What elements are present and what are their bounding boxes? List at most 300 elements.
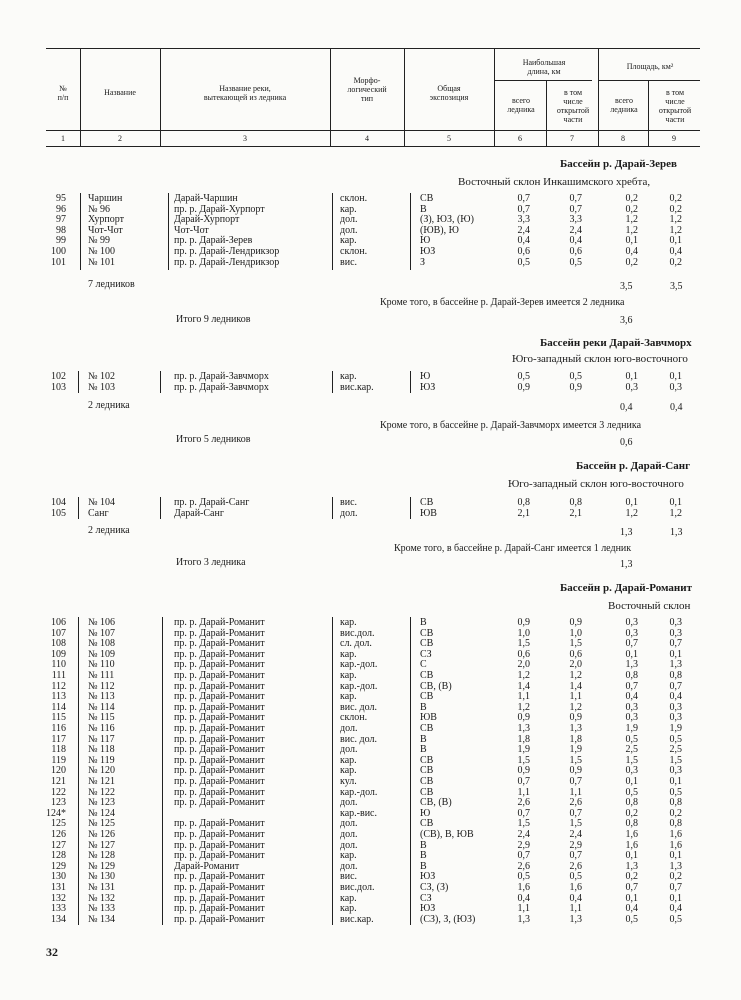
morph-type: сл. дол.: [340, 638, 372, 650]
glacier-number: 117: [51, 733, 66, 745]
glacier-name: № 110: [88, 659, 115, 671]
exposition: Ю: [420, 371, 431, 382]
glacier-name: № 121: [88, 776, 116, 787]
area-total: 0,2: [625, 807, 638, 819]
length-total: 1,0: [517, 627, 530, 639]
sum-area: 0,4: [620, 402, 633, 413]
glacier-number: 124*: [46, 807, 66, 819]
glacier-number: 116: [51, 723, 66, 734]
river-name: пр. р. Дарай-Романит: [174, 882, 265, 893]
river-name: пр. р. Дарай-Завчморх: [174, 381, 269, 393]
column-number: 1: [61, 134, 65, 143]
table-row: [0, 818, 741, 829]
exposition: ЮВ: [420, 507, 437, 519]
morph-type: вис.: [340, 256, 358, 268]
morph-type: кар.: [340, 903, 357, 915]
glacier-number: 130: [51, 871, 66, 883]
river-name: пр. р. Дарай-Хурпорт: [174, 203, 265, 215]
area-open: 1,3: [669, 860, 682, 872]
area-open: 0,4: [669, 691, 682, 703]
glacier-name: № 120: [88, 765, 116, 777]
river-name: Дарай-Чаршин: [174, 193, 238, 204]
sum-open: 1,3: [670, 527, 683, 538]
glacier-number: 108: [51, 638, 66, 650]
table-row: [0, 628, 741, 639]
river-name: пр. р. Дарай-Лендрикзор: [174, 246, 280, 257]
table-row: [0, 617, 741, 628]
glacier-number: 98: [56, 224, 66, 236]
sum-open: 3,5: [670, 281, 683, 292]
area-open: 0,1: [669, 235, 682, 247]
section-title: Бассейн р. Дарай-Романит: [560, 582, 693, 594]
table-row: [0, 193, 741, 204]
glacier-name: № 126: [88, 829, 116, 840]
header-divider-3: [330, 48, 331, 146]
glacier-number: 112: [51, 680, 66, 692]
length-open: 0,9: [569, 381, 582, 393]
length-open: 0,9: [569, 617, 582, 628]
header-col2: Название: [104, 88, 136, 97]
section-total: Итого 3 ледника: [176, 557, 246, 568]
area-total: 0,5: [625, 786, 638, 798]
area-total: 0,7: [625, 882, 638, 893]
section-subtitle: Юго-западный склон юго-восточного: [508, 478, 684, 490]
length-open: 1,1: [569, 903, 582, 915]
table-row: [0, 861, 741, 872]
exposition: (СВ), В, ЮВ: [420, 829, 474, 840]
glacier-number: 125: [51, 818, 66, 830]
section-subtitle: Восточный склон Инкашимского хребта,: [458, 176, 651, 188]
glacier-name: № 123: [88, 797, 116, 809]
length-total: 0,8: [517, 497, 530, 508]
length-total: 1,6: [517, 882, 530, 893]
exposition: Ю: [420, 807, 431, 819]
river-name: Дарай-Хурпорт: [174, 214, 240, 226]
section-subtitle: Юго-западный склон юго-восточного: [512, 353, 688, 365]
row-divider: [410, 617, 411, 925]
length-total: 0,9: [517, 381, 530, 393]
morph-type: вис. дол.: [340, 701, 377, 713]
exposition: СЗ: [420, 648, 432, 660]
length-open: 1,2: [569, 670, 582, 681]
morph-type: склон.: [340, 246, 368, 257]
glacier-name: № 101: [88, 256, 116, 268]
glacier-number: 121: [51, 776, 66, 787]
area-total: 0,2: [625, 203, 638, 215]
header-group-area: Площадь, км²: [626, 62, 674, 71]
glacier-name: № 116: [88, 723, 115, 734]
table-row: [0, 225, 741, 236]
morph-type: дол.: [340, 744, 358, 756]
length-open: 0,7: [569, 807, 582, 819]
area-total: 0,8: [625, 818, 638, 830]
table-row: [0, 776, 741, 787]
area-open: 0,1: [669, 776, 682, 787]
column-number: 3: [243, 134, 247, 143]
glacier-number: 134: [51, 913, 66, 925]
length-total: 1,2: [517, 670, 530, 681]
table-row: [0, 382, 741, 393]
length-open: 2,6: [569, 860, 582, 872]
length-total: 2,6: [517, 797, 530, 809]
river-name: пр. р. Дарай-Лендрикзор: [174, 256, 280, 268]
glacier-number: 118: [51, 744, 66, 756]
river-name: пр. р. Дарай-Романит: [174, 754, 265, 766]
length-total: 0,7: [517, 776, 530, 787]
glacier-number: 115: [51, 712, 66, 724]
glacier-number: 106: [51, 617, 66, 628]
length-open: 0,5: [569, 256, 582, 268]
glacier-name: № 100: [88, 246, 116, 257]
river-name: пр. р. Дарай-Романит: [174, 733, 265, 745]
row-divider: [80, 193, 81, 270]
area-total: 0,3: [625, 627, 638, 639]
area-total: 0,2: [625, 193, 638, 204]
exposition: СЗ, (З): [420, 882, 449, 893]
row-divider: [332, 193, 333, 270]
exposition: СВ: [420, 670, 434, 681]
morph-type: вис.кар.: [340, 913, 374, 925]
morph-type: склон.: [340, 712, 368, 724]
row-divider: [78, 617, 79, 925]
glacier-number: 102: [51, 371, 66, 382]
length-open: 1,6: [569, 882, 582, 893]
table-row: [0, 638, 741, 649]
glacier-name: № 103: [88, 381, 116, 393]
glacier-name: № 111: [88, 670, 115, 681]
length-open: 1,8: [569, 733, 582, 745]
table-row: [0, 744, 741, 755]
area-open: 0,1: [669, 892, 682, 904]
area-open: 0,2: [669, 203, 682, 215]
morph-type: вис.: [340, 497, 358, 508]
river-name: пр. р. Дарай-Романит: [174, 797, 265, 809]
river-name: пр. р. Дарай-Романит: [174, 744, 265, 756]
glacier-number: 101: [51, 256, 66, 268]
length-open: 2,4: [569, 829, 582, 840]
length-open: 0,7: [569, 203, 582, 215]
glacier-number: 133: [51, 903, 66, 915]
length-open: 0,7: [569, 193, 582, 204]
length-total: 2,9: [517, 839, 530, 851]
area-open: 0,7: [669, 680, 682, 692]
column-number: 8: [621, 134, 625, 143]
glacier-name: № 125: [88, 818, 116, 830]
exposition: ЮВ: [420, 712, 437, 724]
section-total: Итого 5 ледников: [176, 434, 251, 445]
header-col8: всего ледника: [610, 96, 638, 114]
area-total: 1,2: [625, 507, 638, 519]
length-open: 1,5: [569, 818, 582, 830]
table-row: [0, 712, 741, 723]
area-open: 0,2: [669, 871, 682, 883]
river-name: пр. р. Дарай-Романит: [174, 786, 265, 798]
area-total: 0,1: [625, 371, 638, 382]
length-open: 1,5: [569, 754, 582, 766]
glacier-number: 119: [51, 754, 66, 766]
exposition: СВ: [420, 765, 434, 777]
length-total: 1,3: [517, 913, 530, 925]
exposition: ЮЗ: [420, 871, 436, 883]
morph-type: вис.кар.: [340, 381, 374, 393]
table-row: [0, 670, 741, 681]
section-title: Бассейн реки Дарай-Завчморх: [540, 337, 692, 349]
table-row: [0, 787, 741, 798]
area-open: 0,5: [669, 733, 682, 745]
glacier-name: № 129: [88, 860, 116, 872]
table-row: [0, 765, 741, 776]
length-open: 0,4: [569, 892, 582, 904]
river-name: пр. р. Дарай-Романит: [174, 776, 265, 787]
river-name: пр. р. Дарай-Романит: [174, 648, 265, 660]
morph-type: кар.-дол.: [340, 680, 378, 692]
header-bottom-rule: [46, 130, 700, 131]
area-open: 0,3: [669, 617, 682, 628]
table-row: [0, 723, 741, 734]
sum-area: 3,5: [620, 281, 633, 292]
river-name: пр. р. Дарай-Романит: [174, 691, 265, 703]
table-row: [0, 371, 741, 382]
exposition: (ЮВ), Ю: [420, 224, 459, 236]
length-total: 0,9: [517, 765, 530, 777]
length-open: 1,2: [569, 701, 582, 713]
exposition: В: [420, 701, 427, 713]
table-row: [0, 691, 741, 702]
length-open: 0,9: [569, 712, 582, 724]
exposition: В: [420, 839, 427, 851]
area-total: 0,2: [625, 871, 638, 883]
length-total: 1,9: [517, 744, 530, 756]
area-open: 1,3: [669, 659, 682, 671]
exposition: ЮЗ: [420, 381, 436, 393]
morph-type: дол.: [340, 224, 358, 236]
section-title: Бассейн р. Дарай-Санг: [576, 460, 691, 472]
exposition: СВ: [420, 776, 434, 787]
exposition: СВ: [420, 497, 434, 508]
header-divider-7: [598, 48, 599, 146]
river-name: Дарай-Романит: [174, 860, 240, 872]
row-divider: [160, 497, 161, 519]
section-note: Кроме того, в бассейне р. Дарай-Зерев имеется 2 ледника: [380, 297, 625, 308]
length-total: 2,4: [517, 224, 530, 236]
length-total: 0,5: [517, 371, 530, 382]
header-col6: всего ледника: [507, 96, 535, 114]
length-open: 1,3: [569, 723, 582, 734]
area-total: 0,3: [625, 765, 638, 777]
length-total: 0,5: [517, 256, 530, 268]
section-note: Кроме того, в бассейне р. Дарай-Санг имеется 1 ледник: [394, 543, 632, 554]
morph-type: кар.-вис.: [340, 807, 377, 819]
morph-type: кар.-дол.: [340, 659, 378, 671]
area-open: 0,1: [669, 497, 682, 508]
glacier-number: 120: [51, 765, 66, 777]
area-open: 1,9: [669, 723, 682, 734]
area-open: 0,8: [669, 670, 682, 681]
morph-type: дол.: [340, 839, 358, 851]
area-total: 0,1: [625, 497, 638, 508]
area-total: 1,6: [625, 829, 638, 840]
length-total: 2,4: [517, 829, 530, 840]
header-top-rule: [46, 48, 700, 49]
river-name: пр. р. Дарай-Романит: [174, 871, 265, 883]
glacier-name: № 134: [88, 913, 116, 925]
length-open: 0,8: [569, 497, 582, 508]
area-total: 0,7: [625, 638, 638, 650]
table-row: [0, 246, 741, 257]
morph-type: кар.: [340, 648, 357, 660]
morph-type: кар.-дол.: [340, 786, 378, 798]
area-open: 1,2: [669, 507, 682, 519]
area-open: 2,5: [669, 744, 682, 756]
morph-type: кар.: [340, 754, 357, 766]
length-open: 0,5: [569, 871, 582, 883]
length-total: 0,6: [517, 648, 530, 660]
row-divider: [78, 371, 79, 393]
morph-type: кар.: [340, 670, 357, 681]
column-number: 4: [365, 134, 369, 143]
morph-type: кар.: [340, 691, 357, 703]
river-name: пр. р. Дарай-Романит: [174, 627, 265, 639]
area-open: 0,7: [669, 638, 682, 650]
row-divider: [332, 617, 333, 925]
glacier-number: 107: [51, 627, 66, 639]
area-total: 0,1: [625, 648, 638, 660]
table-row: [0, 755, 741, 766]
length-total: 1,8: [517, 733, 530, 745]
header-col1: № п/п: [57, 84, 69, 102]
morph-type: дол.: [340, 507, 358, 519]
glacier-name: № 96: [88, 203, 111, 215]
glacier-name: № 122: [88, 786, 116, 798]
length-total: 0,5: [517, 871, 530, 883]
glacier-name: № 102: [88, 371, 116, 382]
glacier-number: 99: [56, 235, 66, 247]
exposition: В: [420, 617, 427, 628]
area-open: 0,3: [669, 627, 682, 639]
morph-type: дол.: [340, 797, 358, 809]
area-open: 0,1: [669, 850, 682, 862]
glacier-name: Хурпорт: [88, 214, 124, 226]
row-divider: [168, 193, 169, 270]
area-open: 0,2: [669, 256, 682, 268]
total-area: 0,6: [620, 437, 633, 448]
length-total: 1,4: [517, 680, 530, 692]
river-name: пр. р. Дарай-Романит: [174, 903, 265, 915]
area-open: 0,3: [669, 765, 682, 777]
column-number: 7: [570, 134, 574, 143]
area-open: 1,2: [669, 214, 682, 226]
exposition: СВ: [420, 786, 434, 798]
table-row: [0, 797, 741, 808]
table-row: [0, 871, 741, 882]
group-length-rule: [494, 80, 592, 81]
morph-type: вис.: [340, 871, 358, 883]
glacier-number: 131: [51, 882, 66, 893]
area-total: 1,6: [625, 839, 638, 851]
area-total: 1,5: [625, 754, 638, 766]
morph-type: кул.: [340, 776, 357, 787]
area-total: 0,3: [625, 617, 638, 628]
river-name: Дарай-Санг: [174, 507, 224, 519]
area-total: 0,3: [625, 701, 638, 713]
exposition: В: [420, 203, 427, 215]
exposition: СВ: [420, 691, 434, 703]
glacier-name: № 115: [88, 712, 115, 724]
exposition: С: [420, 659, 427, 671]
total-area: 1,3: [620, 559, 633, 570]
exposition: В: [420, 850, 427, 862]
area-open: 1,6: [669, 829, 682, 840]
column-number: 2: [118, 134, 122, 143]
morph-type: дол.: [340, 829, 358, 840]
glacier-name: № 118: [88, 744, 115, 756]
area-total: 0,5: [625, 913, 638, 925]
length-open: 0,9: [569, 765, 582, 777]
exposition: СЗ: [420, 892, 432, 904]
row-divider: [410, 193, 411, 270]
table-row: [0, 649, 741, 660]
length-open: 1,5: [569, 638, 582, 650]
length-open: 1,1: [569, 691, 582, 703]
header-col4: Морфо- логический тип: [347, 76, 387, 103]
length-open: 0,5: [569, 371, 582, 382]
sum-area: 1,3: [620, 527, 633, 538]
glacier-number: 113: [51, 691, 66, 703]
table-row: [0, 681, 741, 692]
morph-type: кар.: [340, 203, 357, 215]
table-row: [0, 829, 741, 840]
river-name: пр. р. Дарай-Завчморх: [174, 371, 269, 382]
row-divider: [332, 371, 333, 393]
exposition: З: [420, 256, 426, 268]
glacier-number: 123: [51, 797, 66, 809]
morph-type: кар.: [340, 617, 357, 628]
header-divider-4: [404, 48, 405, 146]
length-total: 2,6: [517, 860, 530, 872]
section-note: Кроме того, в бассейне р. Дарай-Завчморх имеется 3 ледника: [380, 420, 642, 431]
exposition: В: [420, 860, 427, 872]
glacier-name: № 119: [88, 754, 115, 766]
header-divider-1: [80, 48, 81, 146]
area-open: 0,5: [669, 913, 682, 925]
glacier-number: 103: [51, 381, 66, 393]
glacier-name: № 124: [88, 807, 116, 819]
morph-type: склон.: [340, 193, 368, 204]
table-row: [0, 497, 741, 508]
length-total: 3,3: [517, 214, 530, 226]
glacier-name: № 109: [88, 648, 116, 660]
area-open: 0,7: [669, 882, 682, 893]
river-name: пр. р. Дарай-Романит: [174, 839, 265, 851]
river-name: пр. р. Дарай-Романит: [174, 723, 265, 734]
exposition: СВ: [420, 627, 434, 639]
length-total: 1,5: [517, 754, 530, 766]
table-row: [0, 850, 741, 861]
morph-type: дол.: [340, 818, 358, 830]
colnum-bottom-rule: [46, 146, 700, 147]
header-group-length: Наибольшая длина, км: [522, 58, 566, 76]
area-open: 0,3: [669, 381, 682, 393]
header-divider-2: [160, 48, 161, 146]
morph-type: дол.: [340, 214, 358, 226]
length-total: 1,1: [517, 903, 530, 915]
column-number: 5: [447, 134, 451, 143]
table-row: [0, 914, 741, 925]
glacier-number: 127: [51, 839, 66, 851]
river-name: пр. р. Дарай-Романит: [174, 829, 265, 840]
river-name: Чот-Чот: [174, 224, 209, 236]
glacier-number: 129: [51, 860, 66, 872]
